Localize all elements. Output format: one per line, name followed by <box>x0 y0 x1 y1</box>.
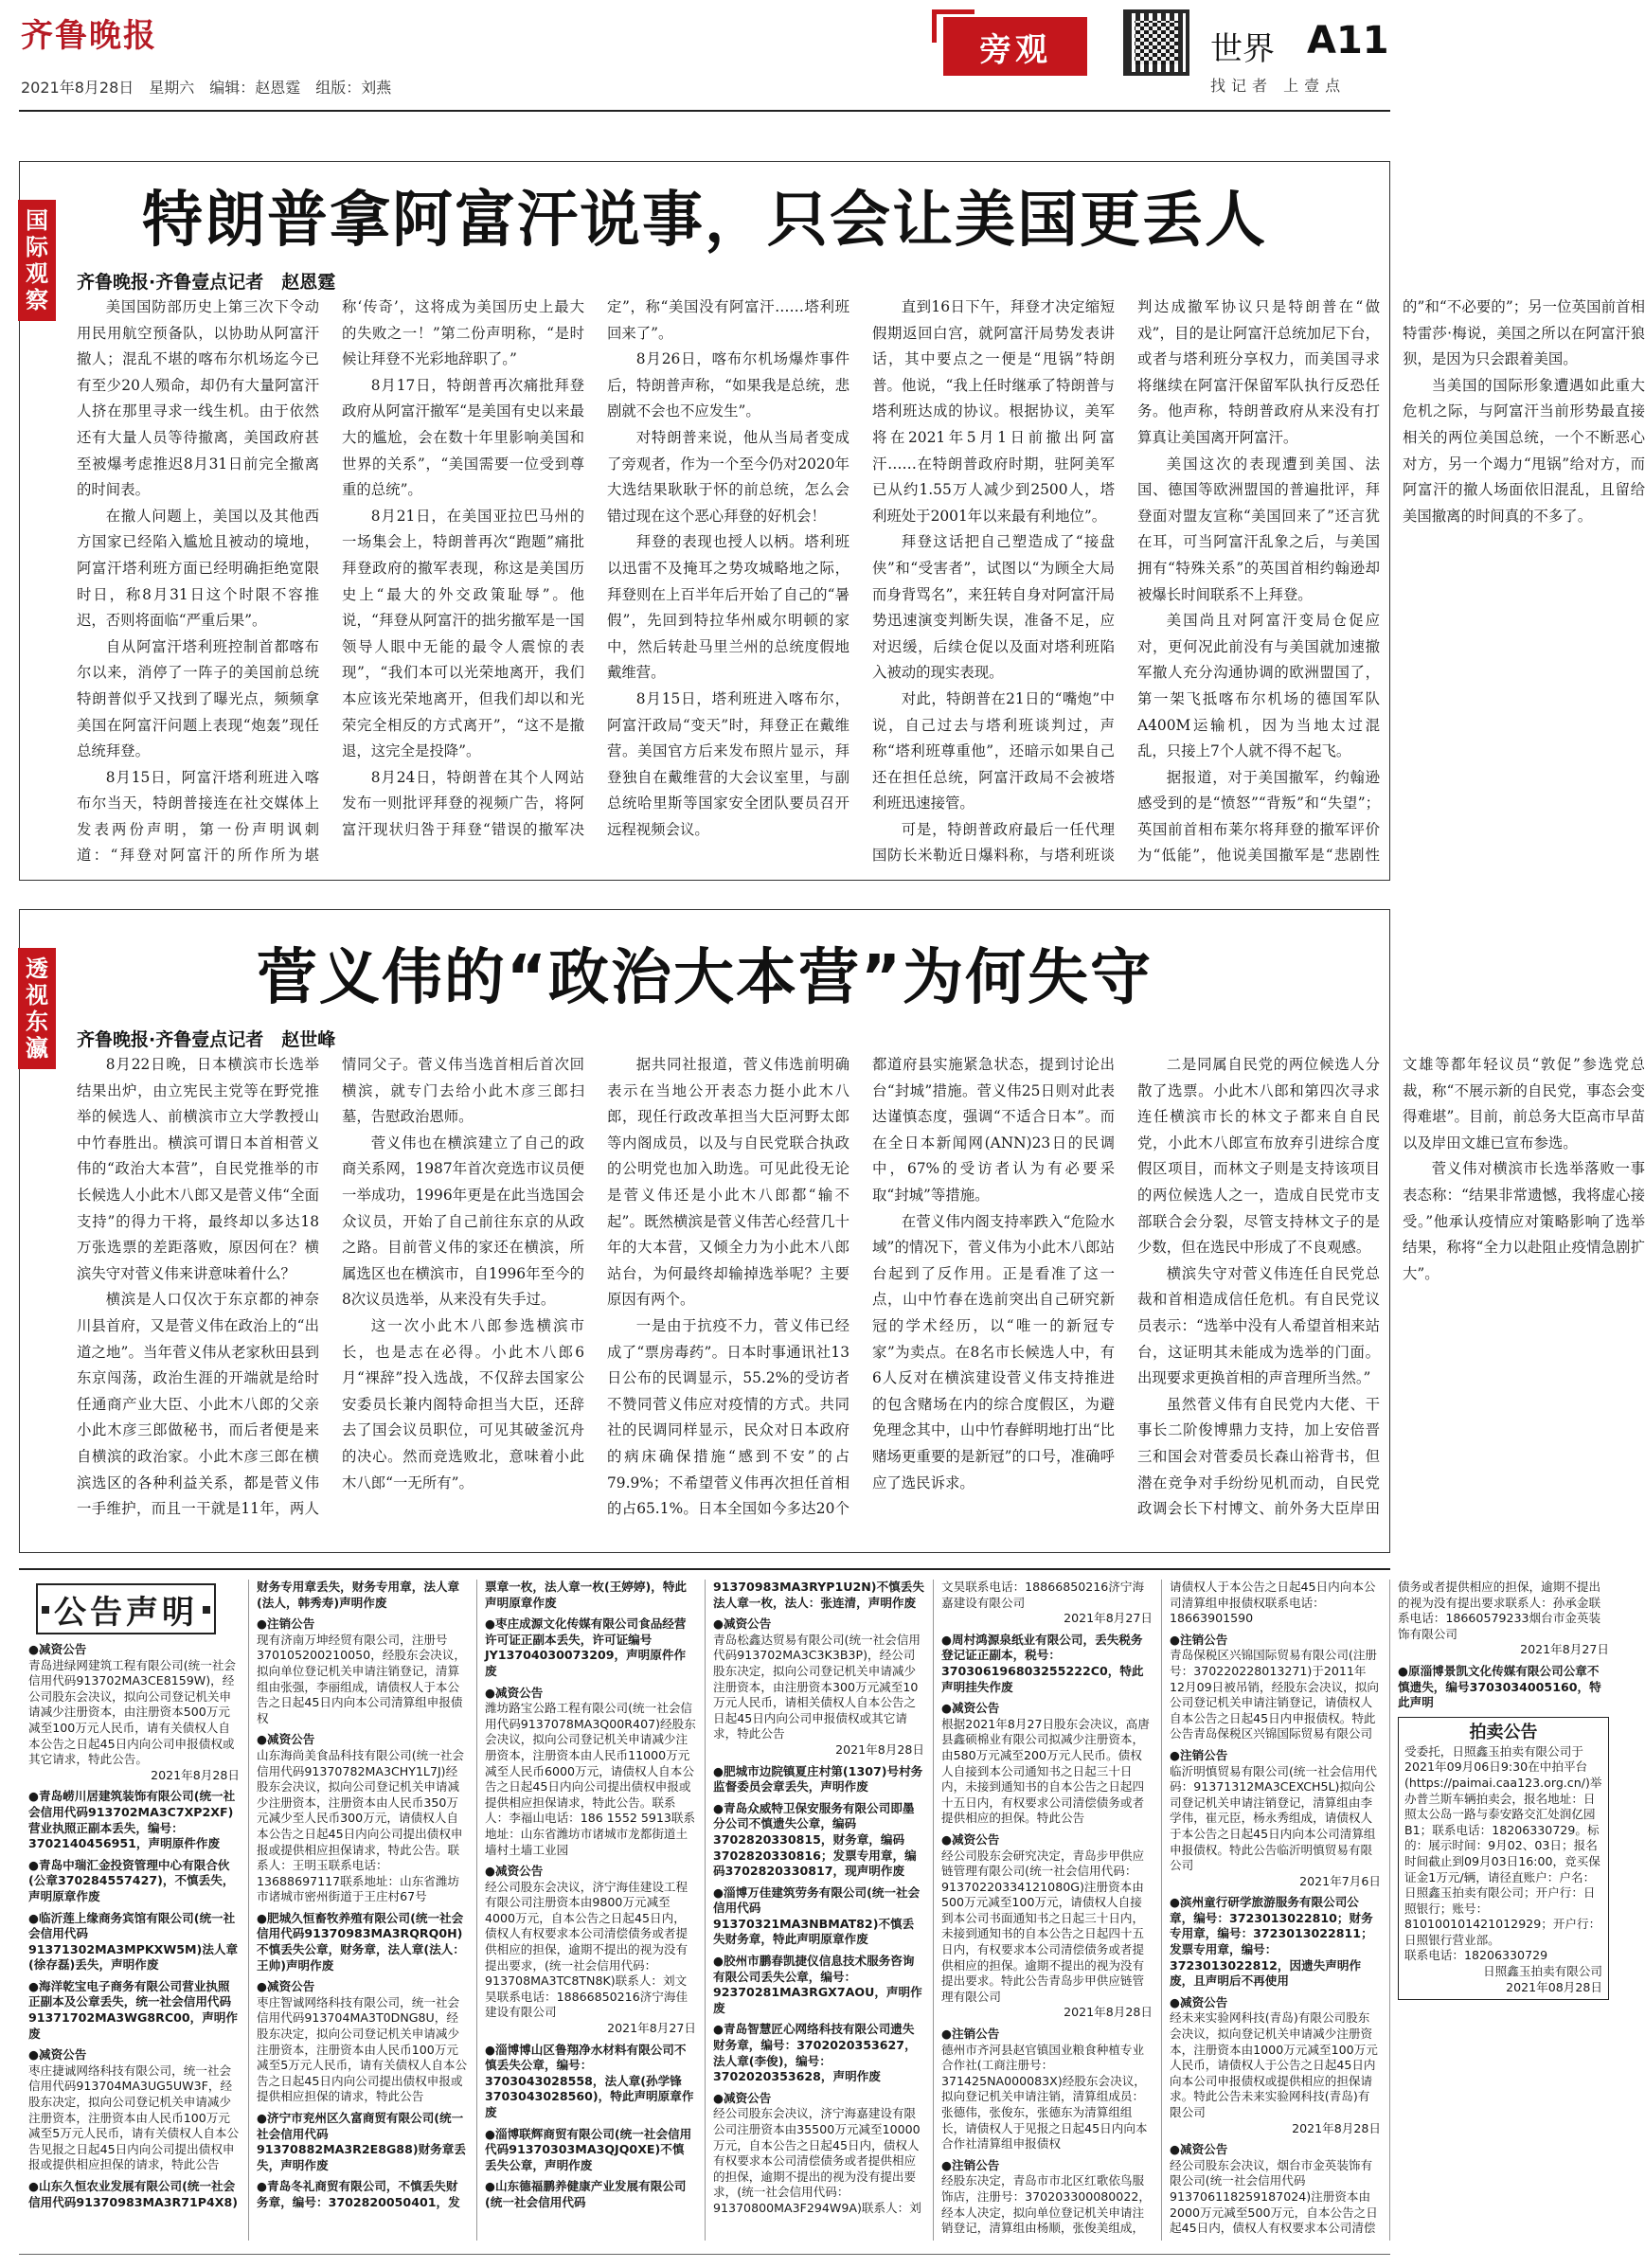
notice-title: ●减资公告 <box>485 1685 544 1700</box>
paragraph: 直到16日下午，拜登才决定缩短假期返回白宫，就阿富汗局势发表讲话，其中要点之一便是“甩锅”特朗普。他说，“我上任时继承了特朗普与塔利班达成的协议。根据协议，美军将在2021年5月1日前撤出阿富汗……在特朗普政府时期，驻阿美军已从约1.55万人减少到2500人，塔利班处于2001年以来最有利地位”。 <box>872 298 1115 525</box>
paper-logo: 齐鲁晚报 <box>21 17 157 55</box>
auction-title: 拍卖公告 <box>1469 1722 1538 1742</box>
notice-date: 2021年8月28日 <box>1064 2005 1153 2020</box>
paragraph: 美国尚且对阿富汗变局仓促应对，更何况此前没有与美国就加速撤军撤人充分沟通协调的欧洲盟国了，第一架飞抵喀布尔机场的德国军队A400M运输机，因为当地太过混乱，只接上7个人就不得不起飞。 <box>1137 612 1380 760</box>
auction-date: 2021年08月28日 <box>1506 1979 1602 1994</box>
notice-title: ●济宁市兖州区久富商贸有限公司(统一社会信用代码91370882MA3R2E8G88)财务章丢失，声明作废 <box>257 2111 466 2172</box>
notice-title: ●周村鸿源泉纸业有限公司，丢失税务登记证正副本，税号：370306196803255222C0，特此声明挂失作废 <box>941 1632 1144 1694</box>
paragraph: 拜登这话把自己塑造成了“接盘侠”和“受害者”，试图以“为顾全大局而身背骂名”，来狂转自身对阿富汗局势迅速演变判断失误，准备不足，应对迟缓，后续仓促以及面对塔利班陷入被动的现实表现。 <box>872 533 1115 682</box>
notice-title: ●山东德福鹏养健康产业发展有限公司(统一社会信用代码91370983MA3RYP1U2N)不慎丢失法人章一枚，法人：张连清，声明作废 <box>485 1580 924 2209</box>
notice-title: ●减资公告 <box>1170 1994 1228 2009</box>
paragraph: 在菅义伟内阁支持率跌入“危险水域”的情况下，菅义伟为小此木八郎站台起到了反作用。正是看准了这一点，山中竹春在选前突出自己研究新冠的学术经历，以“唯一的新冠专家”为卖点。在8名市长候选人中，有6人反对在横滨建设菅义伟支持推进的包含赌场在内的综合度假区，为避免理念其中，山中竹春鲜明地打出“比赌场更重要的是新冠”的口号，准确呼应了选民诉求。 <box>872 1212 1115 1491</box>
headline: 菅义伟的“政治大本营”为何失守 <box>256 943 1153 1013</box>
paragraph: 横滨失守对菅义伟连任自民党总裁和首相造成信任危机。有自民党议员表示：“选举中没有人希望首相来站台，这证明其未能成为选举的门面。出现要求更换首相的声音理所当然。” <box>1137 1264 1380 1387</box>
paragraph: 虽然菅义伟有自民党内大佬、干事长二阶俊博鼎力支持，加上安倍晋三和国会对菅委员长森山裕背书，但潜在竞争对手纷纷见机而动，自民党政调会长下村博文、前外务大臣岸田文雄等都年轻议员“敦促”参选党总裁，称“不展示新的自民党，事态会变得难堪”。目前，前总务大臣高市早苗以及岸田文雄已宣布参选。 <box>1137 1056 1645 1518</box>
column-tag: 透视东瀛 <box>18 948 56 1069</box>
paragraph: 8月22日晚，日本横滨市长选举结果出炉，由立宪民主党等在野党推举的候选人、前横滨市立大学教授山中竹春胜出。横滨可谓日本首相菅义伟的“政治大本营”，自民党推举的市长候选人小此木八郎又是菅义伟“全面支持”的得力干将，最终却以多达18万张选票的差距落败，原因何在？横滨失守对菅义伟来讲意味着什么？ <box>77 1056 319 1282</box>
paragraph: 一是由于抗疫不力，菅义伟已经成了“票房毒药”。日本时事通讯社13日公布的民调显示，55.2%的受访者不赞同菅义伟应对疫情的方式。共同社的民调同样显示，民众对日本政府的病床确保措施“感到不安”的占79.9%；不希望菅义伟再次担任首相的占65.1%。日本全国如今多达20个都道府县实施紧急状态，提到讨论出台“封城”措施。菅义伟25日则对此表达谨慎态度，强调“不适合日本”。而在全日本新闻网(ANN)23日的民调中，67%的受访者认为有必要采取“封城”等措施。 <box>607 1056 1115 1518</box>
paragraph: 8月21日，在美国亚拉巴马州的一场集会上，特朗普再次“跑题”痛批拜登政府的撤军表现，称这是美国历史上“最大的外交政策耻辱”。他说，“拜登从阿富汗的拙劣撤军是一国领导人眼中无能的最令人震惊的表现”，“我们本可以光荣地离开，我们本应该光荣地离开，但我们却以和光荣完全相反的方式离开”，“这不是撤退，这完全是投降”。 <box>342 507 584 760</box>
paragraph: 当美国的国际形象遭遇如此重大危机之际，与阿富汗当前形势最直接相关的两位美国总统，一个不断恶心对方，另一个竭力“甩锅”给对方，而阿富汗的撤人场面依旧混乱，且留给美国撤离的时间真的不多了。 <box>1403 376 1645 525</box>
notice-title: ●青岛中瑞汇金投资管理中心有限合伙(公章370284557427)，不慎丢失，声明原章作废 <box>28 1857 235 1903</box>
notice-date: 2021年8月27日 <box>1064 1611 1153 1626</box>
notice-title: ●注销公告 <box>1170 1632 1228 1647</box>
notice-date: 2021年8月27日 <box>1520 1642 1609 1657</box>
notice-title: ●淄博联辉商贸有限公司(统一社会信用代码91370303MA3QJQ0XE)不慎丢失公章，声明作废 <box>485 2126 692 2172</box>
notice-text: 枣庄捷诚网络科技有限公司，统一社会信用代码913704MA3UG5UW3F，经股东决定，拟向公司登记机关申请减少注册资本，注册资本由人民币100万元减至5万元人民币，请有关债权人自本公告见报之日起45日内向公司提出债权申报或提供相应担保的请求，特此公告 <box>28 2063 240 2172</box>
auction-signature: 日照鑫玉拍卖有限公司 <box>1483 1964 1602 1979</box>
notice-item <box>28 1911 240 1973</box>
notice-title: ●减资公告 <box>257 1979 315 1994</box>
notice-title: ●海洋乾宝电子商务有限公司营业执照正副本及公章丢失，统一社会信用代码91371702MA3WG8RC00，声明作废 <box>28 1978 238 2041</box>
paragraph: 8月15日，阿富汗塔利班进入喀布尔当天，特朗普接连在社交媒体上发表两份声明，第一份声明讽刺道：“拜登对阿富汗的所作所为堪称‘传奇’，这将成为美国历史上最大的失败之一！”第二份声明称，“是时候让拜登不光彩地辞职了。” <box>77 298 584 865</box>
notice-item <box>941 2027 1153 2152</box>
notice-title: ●注销公告 <box>941 2027 1000 2042</box>
paragraph: 这一次小此木八郎参选横滨市长，也是志在必得。小此木八郎6月“裸辞”投入选战，不仅辞去国家公安委员长兼内阁特命担当大臣，还辞去了国会议员职位，可见其破釜沉舟的决心。然而竞选败北，意味着小此木八郎“一无所有”。 <box>342 1316 584 1491</box>
notice-date: 2021年8月28日 <box>1292 2120 1381 2135</box>
notice-item <box>1170 1895 1381 1990</box>
byline: 齐鲁晚报·齐鲁壹点记者 赵恩霆 <box>77 272 336 293</box>
notice-text: 经股东决定，青岛市市北区红歌依鸟服饰店，注册号：370203300080022，经本人决定，拟向单位登记机关申请注销登记，清算组由杨顺，张俊美组成，请债权人于本公告之日起45日内向本公司清算组申报债权联系电话：18663901590 <box>941 1580 1376 2236</box>
auction-contact: 联系电话：18206330729 <box>1404 1948 1548 1963</box>
notice-title: ●青岛崂川居建筑装饰有限公司(统一社会信用代码913702MA3C7XP2XF)营业执照正副本丢失，编号：3702140456951，声明原件作废 <box>28 1789 236 1851</box>
headline: 特朗普拿阿富汗说事，只会让美国更丢人 <box>142 186 1267 256</box>
notice-item <box>1170 1995 1381 2136</box>
notice-text: 山东海尚美食品科技有限公司(统一社会信用代码91370782MA3CHY1L7J)经股东会决议，拟向公司登记机关申请减少注册资本，注册资本由人民币350万元减少至人民币300万元，请债权人自本公告之日起45日内向公司提出债权申报或提供相应担保请求，特此公告。联系人：王明玉联系电话：13688697117联系地址：山东省潍坊市诸城市密州街道于王庄村67号 <box>257 1747 465 1904</box>
paragraph: 8月24日，特朗普在其个人网站发布一则批评拜登的视频广告，将阿富汗现状归咎于拜登“错误的撤军决定”，称“美国没有阿富汗……塔利班回来了”。 <box>342 298 849 838</box>
notice-title: ●肥城市边院镇夏庄村第(1307)号村务监督委员会章丢失，声明作废 <box>713 1763 923 1795</box>
notice-item <box>257 1616 468 1726</box>
paragraph: 对特朗普来说，他从当局者变成了旁观者，作为一个至今仍对2020年大选结果耿耿于怀的前总统，怎么会错过现在这个恶心拜登的好机会！ <box>607 428 849 525</box>
notice-title: ●淄博博山区鲁翔净水材料有限公司不慎丢失公章，编号：3703043028558，法人章(孙学锋3703043028560)，特此声明原章作废 <box>485 2042 694 2119</box>
notice-text: 经公司股东会决议，济宁海佳建设工程有限公司注册资本由9800万元减至4000万元，自本公告之日起45日内，债权人有权要求本公司清偿债务或者提供相应的担保，逾期不提出的视为没有提出要求，(统一社会信用代码：913708MA3TC8TN8K)联系人：刘文昊联系电话：18866850216济宁海佳建设有限公司 <box>485 1879 688 2020</box>
notice-item <box>941 1701 1153 1827</box>
notice-text: 现有济南万坤经贸有限公司，注册号370105200210050，经股东会决议，拟向单位登记机关申请注销登记，清算组由张强，李丽组成，请债权人于本公告之日起45日内向本公司清算组申报债权 <box>257 1632 466 1725</box>
notice-item <box>713 1885 924 1948</box>
notices-banner: 公告声明 <box>36 1583 216 1634</box>
notice-item <box>713 1764 924 1795</box>
paragraph: 据报道，对于美国撤军，约翰逊感受到的是“愤怒”“背叛”和“失望”；英国前首相布莱尔将拜登的撤军评价为“低能”，他说美国撤军是“悲剧性的”和“不必要的”；另一位英国前首相特雷莎·梅说，美国之所以在阿富汗狼狈，是因为只会跟着美国。 <box>1137 298 1645 865</box>
notice-text: 临沂明慎贸易有限公司(统一社会信用代码：91371312MA3CEXCH5L)拟向公司登记机关申请注销登记，清算组由李学伟，崔元臣，杨永秀组成，请债权人于本公告之日起45日内向本公司清算组申报债权。特此公告临沂明慎贸易有限公司 <box>1170 1763 1378 1873</box>
paragraph: 据共同社报道，菅义伟选前明确表示在当地公开表态力挺小此木八郎，现任行政改革担当大臣河野太郎等内阁成员，以及与自民党联合执政的公明党也加入助选。可见此役无论是菅义伟还是小此木八郎都“输不起”。既然横滨是菅义伟苦心经营几十年的大本营，又倾全力为小此木八郎站台，为何最终却输掉选举呢？主要原因有两个。 <box>607 1056 849 1309</box>
paragraph: 对此，特朗普在21日的“嘴炮”中说，自己过去与塔利班谈判过，声称“塔利班尊重他”，还暗示如果自己还在担任总统，阿富汗政局不会被塔利班迅速接管。 <box>872 689 1115 813</box>
notice-title: ●注销公告 <box>257 1616 315 1632</box>
notice-item <box>1170 1633 1381 1742</box>
notice-title: ●减资公告 <box>941 1701 1000 1716</box>
qr-code-icon <box>1123 9 1189 76</box>
article-trump-afghanistan <box>19 161 1645 881</box>
auction-notice <box>1398 1717 1609 2001</box>
notices-section <box>19 1568 1609 2250</box>
notice-text: 经公司股东会决议，济宁海嘉建设有限公司注册资本由35500万元减至10000万元，自本公告之日起45日内，债权人有权要求本公司清偿债务或者提供相应的担保，逾期不提出的视为没有提出要求，(统一社会信用代码：91370800MA3F294W9A)联系人：刘文昊联系电话：18866850216济宁海嘉建设有限公司 <box>713 1580 1145 2215</box>
notice-text: 枣庄智诚网络科技有限公司，统一社会信用代码913704MA3T0DNG8U，经股东决定，拟向公司登记机关申请减少注册资本，注册资本由人民币100万元减至5万元人民币，请有关债权人自本公告之日起45日内向公司提出债权申报或提供相应担保的请求，特此公告 <box>257 1994 468 2104</box>
paragraph: 拜登的表现也授人以柄。塔利班以迅雷不及掩耳之势攻城略地之际，拜登则在上百半年后开始了自己的“暑假”，先回到特拉华州威尔明顿的家中，然后转赴马里兰州的总统度假地戴维营。 <box>607 533 849 682</box>
notice-title: ●青岛冬礼商贸有限公司，不慎丢失财务章，编号：3702820050401，发票章一枚，法人章一枚(王婷婷)，特此声明原章作废 <box>257 1580 688 2209</box>
notice-title: ●青岛智慧匠心网络科技有限公司遗失财务章，编号：3702020353627，法人章(李俊)，编号：3702020353628，声明作废 <box>713 2022 917 2084</box>
auction-text: 受委托，日照鑫玉拍卖有限公司于2021年09月06日9:30在中拍平台(https://paimai.caa123.org.cn/)举办普兰斯车辆拍卖会，报名地址：日照太公岛一路与泰安路交汇处润亿园B1；联系电话：18206330729。标的：展示时间：9月02、03日；报名时间截止到09月03日16:00，竞买保证金1万元/辆，请径直账户：户名：日照鑫玉拍卖有限公司；开户行：日照银行；账号：810100101421012929；开户行：日照银行营业部。 <box>1404 1743 1602 1947</box>
notice-text: 经公司股东会研究决定，青岛步甲供应链管理有限公司(统一社会信用代码：91370220334121080G)注册资本由500万元减至100万元，请债权人自接到本公司书面通知书之日起三十日内，未接到通知书的自本公告之日起四十五日内，有权要求本公司清偿债务或者提供相应的担保。逾期不提出的视为没有提出要求。特此公告青岛步甲供应链管理有限公司 <box>941 1848 1145 2004</box>
notice-date: 2021年8月27日 <box>607 2021 696 2036</box>
notice-date: 2021年8月28日 <box>151 1767 240 1782</box>
notice-item <box>28 1642 240 1783</box>
notice-text: 根据2021年8月27日股东会决议，高唐县鑫硕棉业有限公司拟减少注册资本，由580万元减至200万元人民币。债权人自接到本公司通知书之日起三十日内，未接到通知书的自本公告之日起四十五日内，有权要求公司清偿债务或者提供相应的担保。特此公告 <box>941 1716 1150 1826</box>
notice-item <box>28 1979 240 2042</box>
notice-item <box>28 2047 240 2173</box>
notice-title: ●减资公告 <box>28 1642 87 1656</box>
notice-item <box>257 2111 468 2173</box>
notice-item <box>941 1832 1153 2021</box>
notice-item <box>257 1979 468 2105</box>
notice-title: ●减资公告 <box>485 1864 544 1879</box>
notice-item <box>713 2022 924 2084</box>
notice-title: ●淄博万佳建筑劳务有限公司(统一社会信用代码91370321MA3NBMAT82)不慎丢失财务章，特此声明原章作废 <box>713 1884 921 1947</box>
column-tag: 国际观察 <box>18 200 56 321</box>
notice-title: ●注销公告 <box>941 2157 1000 2172</box>
notice-title: ●肥城久恒畜牧养殖有限公司(统一社会信用代码91370983MA3RQRQ0H)不慎丢失公章，财务章，法人章(法人：王帅)声明作废 <box>257 1910 465 1973</box>
paragraph: 菅义伟也在横滨建立了自己的政商关系网，1987年首次竞选市议员便一举成功，1996年更是在此当选国会众议员，开始了自己前往东京的从政之路。目前菅义伟的家还在横滨，所属选区也在横滨市，自1996年至今的8次议员选举，从来没有失手过。 <box>342 1134 584 1309</box>
notice-title: ●枣庄成源文化传媒有限公司食品经营许可证正副本丢失，许可证编号JY13704030073209，声明原件作废 <box>485 1616 687 1678</box>
notice-title: ●山东久恒农业发展有限公司(统一社会信用代码91370983MA3R71P4X8)财务专用章丢失，财务专用章，法人章(法人，韩秀寿)声明作废 <box>28 1580 460 2209</box>
notice-title: ●注销公告 <box>1170 1747 1228 1762</box>
page-number: A11 <box>1307 19 1389 63</box>
paragraph: 在撤人问题上，美国以及其他西方国家已经陷入尴尬且被动的境地，阿富汗塔利班方面已经明确拒绝宽限时日，称8月31日这个时限不容推迟，否则将面临“严重后果”。 <box>77 507 319 630</box>
notice-title: ●临沂莲上缘商务宾馆有限公司(统一社会信用代码91371302MA3MPKXW5M)法人章(徐存磊)丢失，声明作废 <box>28 1910 239 1973</box>
notice-item <box>257 1732 468 1905</box>
notice-text: 青岛进绿网建筑工程有限公司(统一社会信用代码913702MA3CE8159W)，经公司股东会决议，拟向公司登记机关申请减少注册资本，由注册资本500万元减至100万元人民币，请有关债权人自本公告之日起45日内向公司申报债权或其它请求，特此公告。 <box>28 1657 237 1767</box>
section-name: 世界 <box>1210 30 1275 68</box>
notice-title: ●青岛众威特卫保安服务有限公司即墨分公司不慎遗失公章，编码3702820330815，财务章，编码3702820330816；发票专用章，编码3702820330817，现声明作废 <box>713 1800 917 1879</box>
paragraph: 8月17日，特朗普再次痛批拜登政府从阿富汗撤军“是美国有史以来最大的尴尬，会在数十年里影响美国和世界的关系”，“美国需要一位受到尊重的总统”。 <box>342 376 584 499</box>
notice-item <box>28 1789 240 1851</box>
notice-item <box>941 1633 1153 1695</box>
notice-item <box>1170 1748 1381 1889</box>
notice-title: ●减资公告 <box>713 2090 772 2105</box>
notice-text: 经公司股东会决议，烟台市金英装饰有限公司(统一社会信用代码913706118259187024)注册资本由2000万元减至500万元，自本公告之日起45日内，债权人有权要求本公司清偿债务或者提供相应的担保，逾期不提出的视为没有提出要求联系人：孙承金联系电话：18660579233烟台市金英装饰有限公司 <box>1170 1580 1601 2236</box>
slogan: 找记者 上壹点 <box>1210 77 1347 95</box>
notice-item <box>713 1954 924 2016</box>
notice-item <box>485 2043 696 2121</box>
paragraph: 8月15日，塔利班进入喀布尔，阿富汗政局“变天”时，拜登正在戴维营。美国官方后来发布照片显示，拜登独自在戴维营的大会议室里，与副总统哈里斯等国家安全团队要员召开远程视频会议。 <box>607 689 849 838</box>
notice-text: 青岛保税区兴锦国际贸易有限公司(注册号：370220228013271)于2011年12月09日被吊销，经股东会决议，拟向公司登记机关申请注销登记，请债权人自本公告之日起45日内申报债权。特此公告青岛保税区兴锦国际贸易有限公司 <box>1170 1648 1379 1741</box>
notice-title: ●减资公告 <box>28 2047 87 2063</box>
notice-text: 经未来实验网科技(青岛)有限公司股东会决议，拟向登记机关申请减少注册资本，注册资本由1000万元减至100万元人民币，请债权人于公告之日起45日内向本公司申报债权或提供相应的担保请求。特此公告未来实验网科技(青岛)有限公司 <box>1170 2010 1378 2119</box>
notice-item <box>713 1801 924 1880</box>
notice-date: 2021年8月28日 <box>835 1741 924 1757</box>
notice-item <box>257 1911 468 1973</box>
notice-title: ●滨州童行研学旅游服务有限公司公章，编号：3723013022810；财务专用章，编号：3723013022811；发票专用章，编号：3723013022812，因遗失声明作废，且声明后不再使用 <box>1170 1895 1373 1989</box>
notice-title: ●减资公告 <box>941 1831 1000 1847</box>
article-body <box>77 295 1645 872</box>
notice-item <box>713 1616 924 1758</box>
paragraph: 可是，特朗普政府最后一任代理国防长米勒近日爆料称，与塔利班谈判达成撤军协议只是特朗普在“做戏”，目的是让阿富汗总统加尼下台，或者与塔利班分享权力，而美国寻求将继续在阿富汗保留军队执行反恐任务。他声称，特朗普政府从来没有打算真让美国离开阿富汗。 <box>872 298 1380 865</box>
article-body <box>77 1052 1645 1545</box>
notice-item <box>485 1686 696 1859</box>
notice-item <box>485 1616 696 1679</box>
paragraph: 8月26日，喀布尔机场爆炸事件后，特朗普声称，“如果我是总统，悲剧就不会也不应发生”。 <box>607 350 849 420</box>
notice-item <box>485 1864 696 2037</box>
notice-item <box>1398 1664 1609 1711</box>
notice-item <box>28 1858 240 1905</box>
notice-title: ●胶州市鹏春凯捷仪信息技术服务咨询有限公司丢失公章，编号：92370281MA3RGX7AOU，声明作废 <box>713 1954 922 2015</box>
notice-title: ●减资公告 <box>713 1616 772 1632</box>
dateline: 2021年8月28日 星期六 编辑：赵恩霆 组版：刘燕 <box>21 79 392 97</box>
notice-text: 潍坊路宝公路工程有限公司(统一社会信用代码9137078MA3Q00R407)经股东会决议，拟向公司登记机关申请减少注册资本，注册资本由人民币11000万元减至人民币6000万元，请债权人自本公告之日起45日内向公司提出债权申报或提供相应担保请求，特此公告。联系人：李福山电话：186 1552 5913联系地址：山东省潍坊市诸城市龙都街道土墙村土墙工业园 <box>485 1701 696 1857</box>
masthead <box>19 0 1390 112</box>
section-tag: 旁观 <box>943 17 1087 76</box>
paragraph: 横滨是人口仅次于东京都的神奈川县首府，又是菅义伟在政治上的“出道之地”。当年菅义伟从老家秋田县到东京闯荡，政治生涯的开端就是给时任通商产业大臣、小此木八郎的父亲小此木彦三郎做秘书，而后者便是来自横滨的政治家。小此木彦三郎在横滨选区的各种利益关系，都是菅义伟一手维护，而且一干就是11年，两人情同父子。菅义伟当选首相后首次回横滨，就专门去给小此木彦三郎扫墓，告慰政治恩师。 <box>77 1056 584 1518</box>
notice-title: ●减资公告 <box>1170 2142 1228 2157</box>
notice-text: 德州市齐河县赵官镇国业粮食种植专业合作社(工商注册号：371425NA000083X)经股东会决议，拟向登记机关申请注销，清算组成员：张德伟，张俊东，张德东为清算组组长，请债权人于见报之日起45日内向本合作社清算组申报债权 <box>941 2042 1148 2152</box>
paragraph: 美国国防部历史上第三次下令动用民用航空预备队，以协助从阿富汗撤人；混乱不堪的喀布尔机场迄今已有至少20人殒命，却仍有大量阿富汗人挤在那里寻求一线生机。由于依然还有大量人员等待撤离，美国政府甚至被爆考虑推迟8月31日前完全撤离的时间表。 <box>77 298 319 499</box>
notice-text: 青岛松鑫达贸易有限公司(统一社会信用代码913702MA3C3K3B3P)，经公司股东决定，拟向公司登记机关申请减少注册资本，由注册资本300万元减至10万元人民币，请相关债权人自本公告之日起45日内向公司申报债权或其它请求，特此公告 <box>713 1632 921 1741</box>
notices-columns <box>28 1580 1609 2241</box>
notice-title: ●减资公告 <box>257 1732 315 1747</box>
paragraph: 自从阿富汗塔利班控制首都喀布尔以来，消停了一阵子的美国前总统特朗普似乎又找到了曝光点，频频拿美国在阿富汗问题上表现“炮轰”现任总统拜登。 <box>77 637 319 760</box>
byline: 齐鲁晚报·齐鲁壹点记者 赵世峰 <box>77 1029 336 1050</box>
paragraph: 菅义伟对横滨市长选举落败一事表态称：“结果非常遗憾，我将虚心接受。”他承认疫情应对策略影响了选举结果，称将“全力以赴阻止疫情急剧扩大”。 <box>1403 1160 1645 1282</box>
notice-title: ●原淄博景凯文化传媒有限公司公章不慎遗失，编号3703034005160，特此声明 <box>1398 1663 1601 1710</box>
paragraph: 二是同属自民党的两位候选人分散了选票。小此木八郎和第四次寻求连任横滨市长的林文子都来自自民党，小此木八郎宣布放弃引进综合度假区项目，而林文子则是支持该项目的两位候选人之一，造成自民党市支部联合会分裂，尽管支持林文子的是少数，但在选民中形成了不良观感。 <box>1137 1056 1380 1257</box>
article-suga-yokohama <box>19 909 1645 1553</box>
footer-rule <box>19 2254 1390 2255</box>
paragraph: 美国这次的表现遭到美国、法国、德国等欧洲盟国的普遍批评，拜登面对盟友宣称“美国回来了”还言犹在耳，可当阿富汗乱象之后，与美国拥有“特殊关系”的英国首相约翰逊却被爆长时间联系不上拜登。 <box>1137 455 1380 603</box>
notice-date: 2021年7月6日 <box>1299 1873 1381 1888</box>
notice-item <box>485 2127 696 2174</box>
